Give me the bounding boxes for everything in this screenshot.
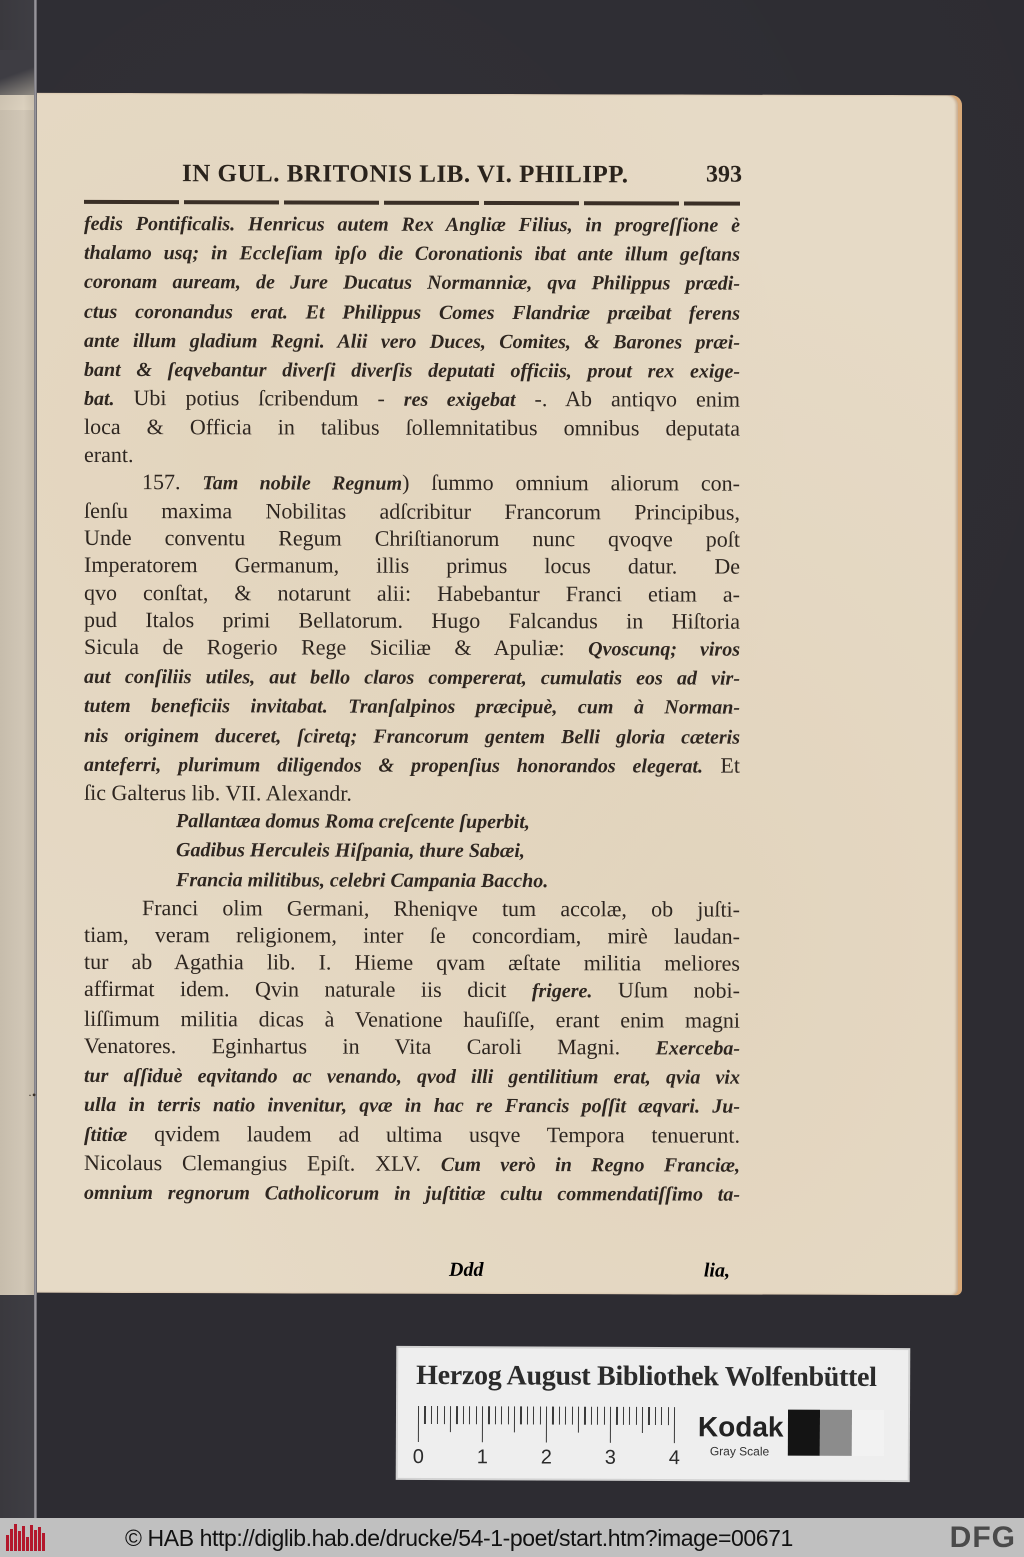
ruler-tick <box>469 1406 470 1424</box>
verse-line: Pallantæa domus Roma creſcente ſuperbit, <box>176 810 530 834</box>
ruler-tick <box>597 1407 598 1425</box>
ruler-tick <box>482 1406 483 1442</box>
ruler-tick <box>488 1406 489 1424</box>
running-head-title: IN GUL. BRITONIS LIB. VI. PHILIPP. <box>182 160 629 189</box>
text-line: tutem beneficiis invitabat. Tranſalpinos præcipuè, cum à Norman- <box>84 695 740 720</box>
text-line: Sicula de Rogerio Rege Siciliæ & Apuliæ: Qvoscunq; viros <box>84 633 740 661</box>
page-number: 393 <box>706 161 742 188</box>
ruler-number: 1 <box>476 1446 488 1469</box>
page-footer-line <box>84 1258 740 1288</box>
ruler-tick <box>533 1406 534 1424</box>
gray-scale-label: Gray Scale <box>709 1444 770 1459</box>
ruler-tick <box>514 1406 515 1432</box>
text-line: bant & ſeqvebantur diverſi diverſis deputati officiis, prout rex exige- <box>84 358 740 383</box>
text-line: ulla in terris natio invenitur, qvæ in hac re Francis poſſit æqvari. Ju- <box>84 1094 740 1118</box>
ruler-tick <box>661 1407 662 1425</box>
verse-line: Gadibus Herculeis Hiſpania, thure Sabæi, <box>176 839 525 863</box>
text-line: tur ab Agathia lib. I. Hieme qvam æſtate militia meliores <box>84 949 740 976</box>
running-head <box>182 160 742 191</box>
text-line: aut conſiliis utiles, aut bello claros compererat, cumulatis eos ad vir- <box>84 666 740 690</box>
ruler-tick <box>578 1407 579 1433</box>
text-line: tur aſſiduè eqvitando ac venando, qvod illi gentilitium erat, qvia vix <box>84 1065 740 1089</box>
page-body-text <box>84 209 740 1209</box>
adjacent-leaf <box>0 95 37 1295</box>
hab-logo-icon <box>6 1524 48 1551</box>
ruler-tick <box>424 1406 425 1424</box>
book-page <box>37 93 962 1295</box>
ruler-tick <box>437 1406 438 1424</box>
ruler-tick <box>495 1406 496 1424</box>
text-line: bat. Ubi potius ſcribendum - res exigebat -. Ab antiqvo enim <box>84 385 740 412</box>
text-line: coronam auream, de Jure Ducatus Normanniæ, qva Philippus prædi- <box>84 271 740 296</box>
text-line: nis originem duceret, ſciretq; Francorum gentem Belli gloria cæteris <box>84 724 740 749</box>
ruler-tick <box>572 1407 573 1425</box>
text-line: ctus coronandus erat. Et Philippus Comes Flandriæ præibat ferens <box>84 300 740 325</box>
ruler-tick <box>463 1406 464 1424</box>
signature-mark: Ddd <box>449 1258 484 1281</box>
catchword: lia, <box>703 1259 730 1282</box>
ruler-tick <box>655 1407 656 1425</box>
verse-line: Francia militibus, celebri Campania Baccho. <box>176 868 549 892</box>
ruler-tick <box>456 1406 457 1424</box>
ruler-tick <box>527 1406 528 1424</box>
ruler-tick <box>610 1407 611 1443</box>
ruler-tick <box>629 1407 630 1425</box>
text-line: ſenſu maxima Nobilitas adſcribitur Francorum Principibus, <box>84 497 740 525</box>
header-rule <box>84 200 740 206</box>
ruler-tick <box>552 1407 553 1425</box>
text-line: 157. Tam nobile Regnum) ſummo omnium aliorum con- <box>142 468 740 496</box>
ruler-number: 2 <box>540 1446 552 1469</box>
text-line: thalamo usq; in Eccleſiam ipſo die Coronationis ibat ante illum geſtans <box>84 242 740 266</box>
ruler-number: 3 <box>604 1446 616 1469</box>
ruler-tick <box>431 1406 432 1424</box>
footer-bar <box>0 1518 1024 1557</box>
ruler-tick <box>604 1407 605 1425</box>
text-line: qvo conſtat, & notarunt alii: Habebantur Franci etiam a- <box>84 579 740 607</box>
copyright-link[interactable]: © HAB http://diglib.hab.de/drucke/54-1-poet/start.htm?image=00671 <box>125 1525 793 1551</box>
dfg-logo: DFG <box>949 1521 1016 1554</box>
ruler <box>412 1406 680 1470</box>
ruler-tick <box>520 1406 521 1424</box>
swatch-gray <box>820 1410 852 1456</box>
ruler-tick <box>540 1407 541 1425</box>
library-name: Herzog August Bibliothek Wolfenbüttel <box>416 1359 877 1393</box>
text-line: Nicolaus Clemangius Epiſt. XLV. Cum verò in Regno Franciæ, <box>84 1149 740 1177</box>
text-line: erant. <box>84 441 134 467</box>
ruler-tick <box>546 1407 547 1443</box>
ruler-tick <box>418 1406 419 1442</box>
text-line: affirmat idem. Qvin naturale iis dicit frigere. Uſum nobi- <box>84 976 740 1004</box>
text-line: Venatores. Eginhartus in Vita Caroli Magni. Exerceba- <box>84 1032 740 1060</box>
ruler-number: 4 <box>668 1447 680 1470</box>
ruler-tick <box>476 1406 477 1424</box>
ruler-tick <box>636 1407 637 1425</box>
ruler-tick <box>444 1406 445 1424</box>
text-line: ante illum gladium Regni. Alii vero Duces, Comites, & Barones præi- <box>84 329 740 354</box>
text-line: ſic Galterus lib. VII. Alexandr. <box>84 779 352 806</box>
margin-mark: ·• <box>28 1088 37 1102</box>
ruler-number: 0 <box>412 1445 424 1469</box>
text-line: omnium regnorum Catholicorum in juſtitiæ cultu commendatiſſimo ta- <box>84 1181 740 1206</box>
ruler-tick <box>501 1406 502 1424</box>
ruler-tick <box>616 1407 617 1425</box>
ruler-tick <box>623 1407 624 1425</box>
kodak-logo: Kodak <box>697 1411 784 1443</box>
swatch-white <box>852 1410 884 1456</box>
text-line: tiam, veram religionem, inter ſe concordiam, mirè laudan- <box>84 921 740 949</box>
ruler-tick <box>648 1407 649 1425</box>
color-scale-card <box>398 1348 909 1480</box>
text-line: Imperatorem Germanum, illis primus locus datur. De <box>84 552 740 580</box>
text-line: loca & Officia in talibus ſollemnitatibus omnibus deputata <box>84 414 740 442</box>
text-line: liſſimum militia dicas à Venatione hauſiſſe, erant enim magni <box>84 1005 740 1033</box>
text-line: anteferri, plurimum diligendos & propenſius honorandos elegerat. Et <box>84 752 740 778</box>
ruler-tick <box>559 1407 560 1425</box>
ruler-tick <box>565 1407 566 1425</box>
text-line: pud Italos primi Bellatorum. Hugo Falcandus in Hiſtoria <box>84 606 740 634</box>
text-line: fedis Pontificalis. Henricus autem Rex Angliæ Filius, in progreſſione è <box>84 212 740 237</box>
ruler-tick <box>591 1407 592 1425</box>
swatch-black <box>788 1410 820 1456</box>
text-line: ſtitiæ qvidem laudem ad ultima usqve Tempora tenuerunt. <box>84 1120 740 1148</box>
text-line: Unde conventu Regum Chriſtianorum nunc qvoqve poſt <box>84 525 740 552</box>
ruler-tick <box>584 1407 585 1425</box>
ruler-tick <box>450 1406 451 1432</box>
ruler-tick <box>668 1407 669 1425</box>
ruler-tick <box>642 1407 643 1433</box>
text-line: Franci olim Germani, Rheniqve tum accolæ, ob juſti- <box>142 894 740 922</box>
ruler-tick <box>508 1406 509 1424</box>
ruler-tick <box>674 1407 675 1443</box>
